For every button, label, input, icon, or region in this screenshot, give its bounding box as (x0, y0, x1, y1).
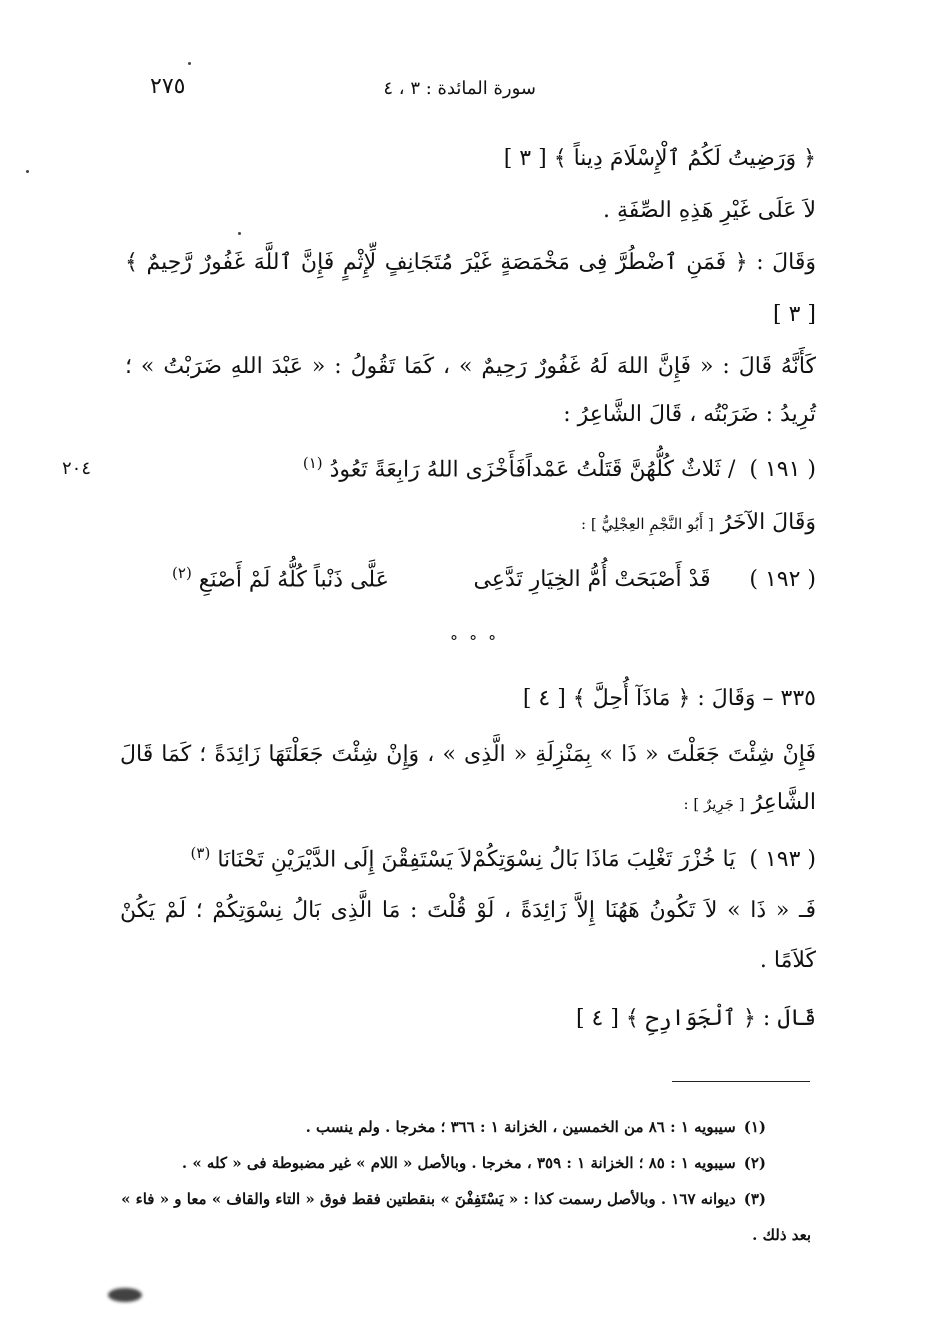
text-line (581, 510, 816, 535)
footnote-continuation: بعد ذلك . (752, 1226, 811, 1244)
poet-note: [ جَرِيرٌ ] : (683, 795, 745, 813)
footnote-rule (672, 1081, 810, 1082)
verse-number: ( ١٩١ ) (749, 457, 816, 483)
poem-verse-192 (172, 564, 816, 592)
verse-hemistich-1: يَا خُزْرَ تَغْلِبَ مَاذَا بَالُ نِسْوَتِكُمْ (472, 847, 736, 873)
page-number: ٢٧٥ (150, 74, 186, 99)
footnote-text: سيبويه ١ : ٨٥ ؛ الخزانة ١ : ٣٥٩ ، مخرجا . وبالأصل « اللام » غير مضبوطة فى « كله » . (181, 1154, 736, 1172)
verse-hemistich-1: / ثَلاثٌ كُلُّهُنَّ قَتَلْتُ عَمْداً (525, 457, 736, 483)
text-span: وَقَالَ الآخَرُ (720, 510, 816, 535)
text-line: لاَ عَلَى غَيْرِ هَذِهِ الصِّفَةِ . (602, 198, 816, 223)
footnote-text: سيبويه ١ : ٨٦ من الخمسين ، الخزانة ١ : ٣٦٦ ؛ مخرجا . ولم ينسب . (305, 1118, 736, 1136)
verse-number: ( ١٩٣ ) (749, 847, 816, 873)
speck (238, 232, 241, 235)
text-line: كَأَنَّهُ قَالَ : « فَإِنَّ اللهَ لَهُ غَفُورٌ رَحِيمٌ » ، كَمَا تَقُولُ : « عَبْدَ اللهِ ضَرَبْتُ » ؛ (125, 354, 816, 379)
text-line: كَلاَمًا . (759, 948, 816, 973)
poem-verse-193 (172, 844, 816, 872)
text-line: فَإِنْ شِئْتَ جَعَلْتَ « ذَا » بِمَنْزِلَةِ « الَّذِى » ، وَإِنْ شِئْتَ جَعَلْتَهَا زَائِدَةً ؛ كَمَا قَالَ (120, 742, 816, 767)
verse-number: ( ١٩٢ ) (749, 567, 816, 593)
text-line: وَقَالَ : ﴿ فَمَنِ ٱضْطُرَّ فِى مَخْمَصَةٍ غَيْرَ مُتَجَانِفٍ لِّإِثْمٍ فَإِنَّ ٱللَّهَ غَفُورٌ رَّحِيمٌ ﴾ (125, 250, 816, 275)
footnote-3 (121, 1190, 766, 1208)
footnote-text: ديوانه ١٦٧ . وبالأصل رسمت كذا : « يَسْتَفِفْنَ » بنقطتين فقط فوق « التاء والقاف » معا و « فاء » (121, 1190, 736, 1208)
poet-note: [ أَبُو النَّجْمِ العِجْلِيُّ ] : (581, 515, 714, 533)
ink-smudge (108, 1288, 142, 1302)
text-line: فَـ « ذَا » لاَ تَكُونُ هَهُنَا إِلاَّ زَائِدَةً ، لَوْ قُلْتَ : مَا الَّذِى بَالُ نِسْوَتِكُمْ ؛ لَمْ يَكُنْ (120, 898, 816, 923)
text-line: قَالَ : ﴿ ٱلْجَوَارِحِ ﴾ [ ٤ ] (575, 1006, 816, 1031)
verse-hemistich-2-text: عَلَّى ذَنْباً كُلُّهُ لَمْ أَصْنَعِ (198, 567, 389, 593)
verse-hemistich-2 (172, 564, 389, 592)
footnote-number: (٣) (743, 1190, 766, 1208)
text-line (684, 790, 816, 815)
margin-page-ref: ٢٠٤ (62, 458, 92, 479)
speck (188, 62, 191, 65)
verse-ref: [ ٣ ] (773, 302, 816, 327)
footnote-number: (٢) (743, 1154, 766, 1172)
verse-hemistich-2-text: فَأَخْزَى اللهُ رَابِعَةً تَعُودُ (329, 457, 526, 483)
footnote-number: (١) (743, 1118, 766, 1136)
verse-hemistich-1: قَدْ أَصْبَحَتْ أُمُّ الخِيَارِ تَدَّعِى (473, 567, 711, 593)
text-line: تُرِيدُ : ضَرَبْتُه ، قَالَ الشَّاعِرُ : (563, 402, 816, 427)
footnote-2 (182, 1154, 766, 1172)
footnote-1 (306, 1118, 766, 1136)
poem-verse-191 (172, 454, 816, 482)
text-line: ٣٣٥ – وَقَالَ : ﴿ مَاذَآ أُحِلَّ ﴾ [ ٤ ] (522, 686, 816, 711)
verse-hemistich-2 (303, 454, 526, 482)
speck (26, 170, 29, 173)
quran-verse-line: ﴿ وَرَضِيتُ لَكُمُ ٱلْإِسْلَامَ دِيناً ﴾ [ ٣ ] (503, 146, 816, 171)
verse-hemistich-2 (191, 844, 473, 872)
verse-hemistich-2-text: لاَ يَسْتَفِقْنَ إِلَى الدَّيْرَيْنِ تَحْنَانَا (217, 847, 473, 873)
section-separator: ° ° ° (450, 632, 500, 651)
footnote-mark: (٢) (172, 564, 192, 582)
footnote-mark: (١) (302, 454, 323, 472)
text-span: الشَّاعِرُ (751, 790, 816, 815)
footnote-mark: (٣) (190, 844, 211, 862)
running-header: سورة المائدة : ٣ ، ٤ (383, 78, 536, 99)
